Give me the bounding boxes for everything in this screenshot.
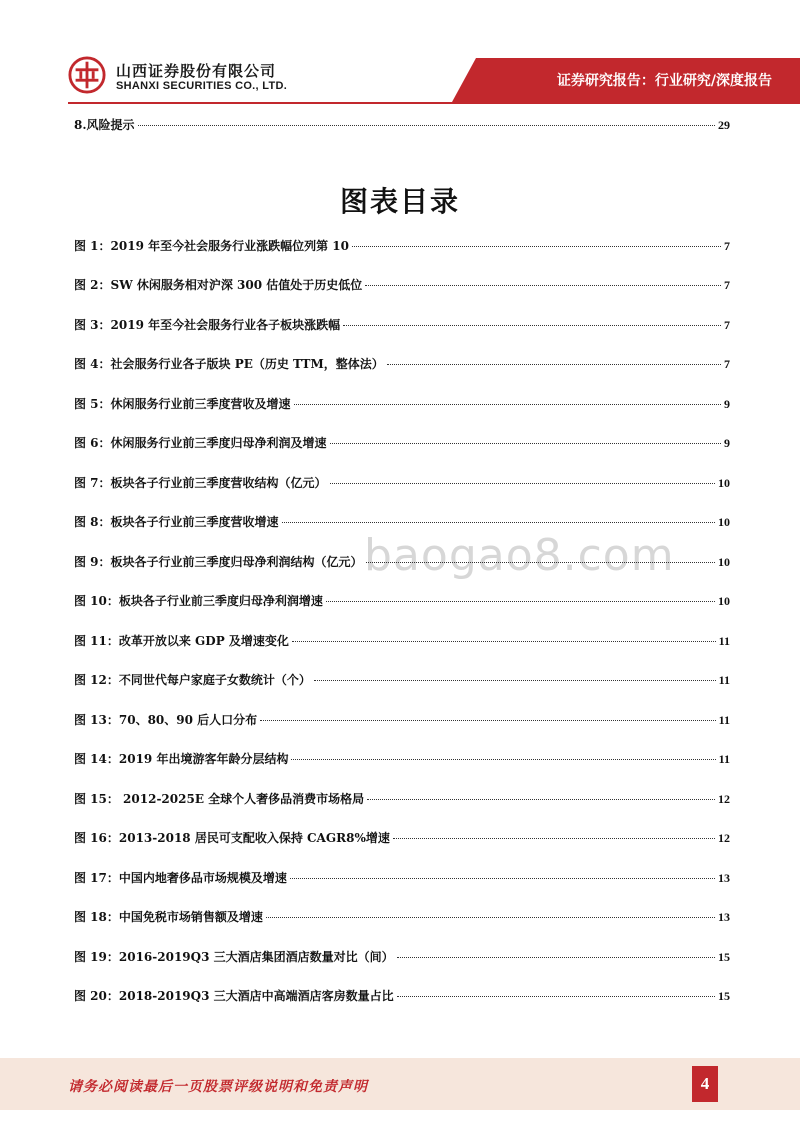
figure-entry-page: 9 [724,397,730,411]
figure-entry-title: 图 5：休闲服务行业前三季度营收及增速 [74,397,291,411]
figure-entry[interactable] [74,592,730,609]
page-number: 4 [692,1066,718,1102]
figure-entry-title: 图 14：2019 年出境游客年龄分层结构 [74,752,289,766]
figure-entry-title: 图 12：不同世代每户家庭子女数统计（个） [74,673,311,687]
figure-entry-page: 7 [724,278,730,292]
company-logo-icon [68,56,106,94]
figure-entry-page: 11 [718,752,730,766]
figure-entry[interactable] [74,948,730,965]
dot-leader [326,601,715,602]
figure-entry-page: 7 [724,318,730,332]
dot-leader [365,285,721,286]
figure-entry-title: 图 13：70、80、90 后人口分布 [74,713,258,727]
dot-leader [260,720,716,721]
toc-entry-title: 8.风险提示 [74,118,135,132]
figure-entry-page: 9 [724,436,730,450]
figure-entry-title: 图 4：社会服务行业各子版块 PE（历史 TTM，整体法） [74,357,384,371]
figure-entry[interactable] [74,237,730,254]
figure-entry-page: 11 [718,634,730,648]
dot-leader [367,799,715,800]
figure-entry-title: 图 1：2019 年至今社会服务行业涨跌幅位列第 10 [74,239,349,253]
dot-leader [294,404,721,405]
figure-entry[interactable] [74,632,730,649]
figure-entry-title: 图 15： 2012-2025E 全球个人奢侈品消费市场格局 [74,792,365,806]
figure-entry[interactable] [74,908,730,925]
figure-entry-page: 10 [718,515,730,529]
dot-leader [282,522,715,523]
figure-entry-page: 12 [718,792,730,806]
dot-leader [292,641,716,642]
figure-entry-title: 图 20：2018-2019Q3 三大酒店中高端酒店客房数量占比 [74,989,394,1003]
watermark: baogao8.com [364,530,675,581]
disclaimer-text: 请务必阅读最后一页股票评级说明和免责声明 [68,1079,368,1095]
figure-entry-title: 图 3：2019 年至今社会服务行业各子板块涨跌幅 [74,318,341,332]
figure-entry-page: 10 [718,594,730,608]
figure-entry[interactable] [74,395,730,412]
figure-entry-title: 图 18：中国免税市场销售额及增速 [74,910,263,924]
page-header [0,0,800,100]
figure-entry-title: 图 16：2013-2018 居民可支配收入保持 CAGR8%增速 [74,831,390,845]
figure-entry[interactable] [74,434,730,451]
toc-entry-page: 29 [718,118,730,132]
figure-entry[interactable] [74,553,730,570]
dot-leader [397,957,715,958]
header-divider [68,102,800,104]
figures-heading: 图表目录 [339,185,460,218]
figure-entry-page: 10 [718,476,730,490]
dot-leader [352,246,721,247]
figure-entry[interactable] [74,316,730,333]
figure-entry-page: 10 [718,555,730,569]
dot-leader [314,680,716,681]
figure-entry[interactable] [74,513,730,530]
dot-leader [366,562,715,563]
figure-entry[interactable] [74,474,730,491]
figure-entry-page: 7 [724,239,730,253]
figure-entry-page: 7 [724,357,730,371]
figure-entry-page: 11 [718,673,730,687]
dot-leader [330,443,721,444]
figure-entry-title: 图 6：休闲服务行业前三季度归母净利润及增速 [74,436,327,450]
figure-entry-title: 图 9：板块各子行业前三季度归母净利润结构（亿元） [74,555,363,569]
figure-entry-page: 12 [718,831,730,845]
figure-entry-title: 图 7：板块各子行业前三季度营收结构（亿元） [74,476,327,490]
figure-entry-title: 图 8：板块各子行业前三季度营收增速 [74,515,279,529]
dot-leader [290,878,715,879]
dot-leader [343,325,721,326]
dot-leader [397,996,715,997]
figure-entry-page: 15 [718,989,730,1003]
company-name-cn: 山西证券股份有限公司 [116,62,277,80]
report-type-label: 证券研究报告：行业研究/深度报告 [556,73,772,89]
figure-entry[interactable] [74,671,730,688]
figure-entry-title: 图 11：改革开放以来 GDP 及增速变化 [74,634,289,648]
figure-entry[interactable] [74,987,730,1004]
figure-entry[interactable] [74,711,730,728]
dot-leader [387,364,721,365]
dot-leader [291,759,715,760]
figure-entry-title: 图 10：板块各子行业前三季度归母净利润增速 [74,594,323,608]
dot-leader [393,838,715,839]
figure-entry-title: 图 19：2016-2019Q3 三大酒店集团酒店数量对比（间） [74,950,394,964]
figure-entry-page: 15 [718,950,730,964]
toc-entry-risk[interactable] [74,116,730,133]
figure-entry-title: 图 17：中国内地奢侈品市场规模及增速 [74,871,287,885]
figure-entry[interactable] [74,869,730,886]
company-name-en: SHANXI SECURITIES CO., LTD. [116,80,288,92]
dot-leader [330,483,715,484]
figure-entry[interactable] [74,790,730,807]
figure-entry[interactable] [74,750,730,767]
figure-entry-page: 13 [718,871,730,885]
dot-leader [266,917,715,918]
dot-leader [138,125,715,126]
figure-entry-page: 11 [718,713,730,727]
figure-entry-page: 13 [718,910,730,924]
figure-entry-title: 图 2：SW 休闲服务相对沪深 300 估值处于历史低位 [74,278,363,292]
figure-entry[interactable] [74,355,730,372]
figure-entry[interactable] [74,276,730,293]
figure-entry[interactable] [74,829,730,846]
